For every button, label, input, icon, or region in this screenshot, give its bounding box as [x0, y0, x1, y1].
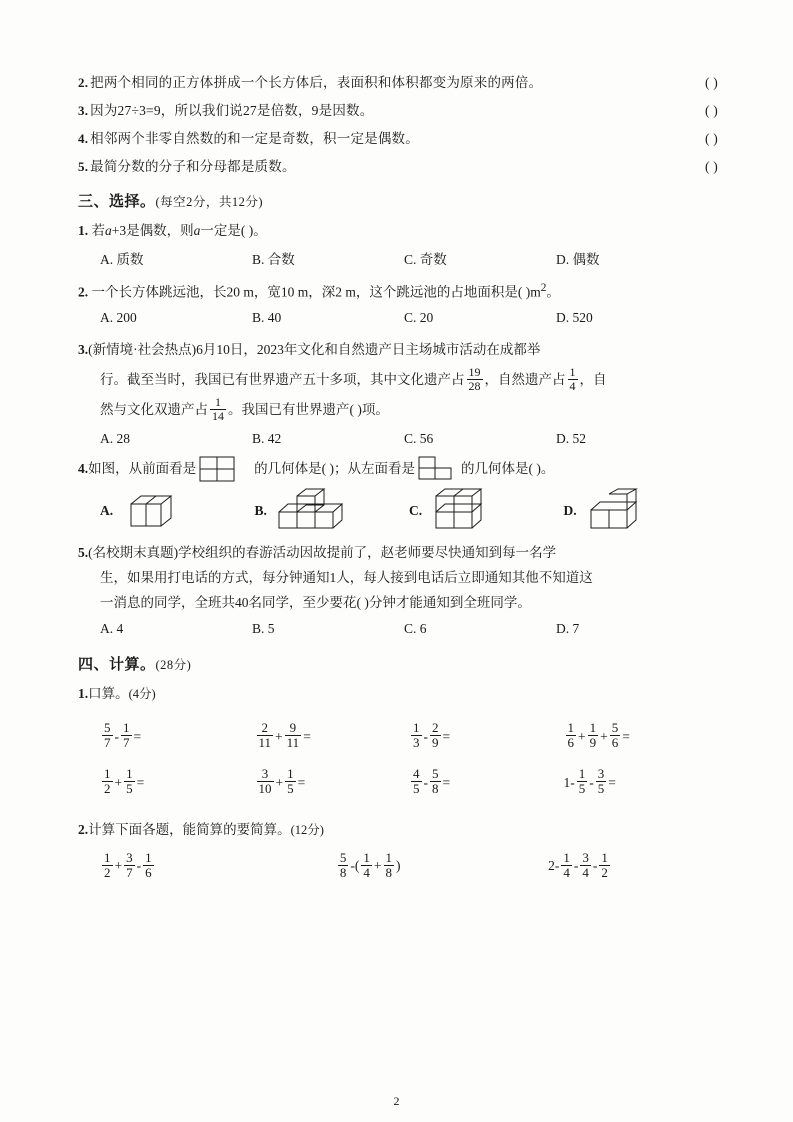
- choice-question-5: [78, 540, 718, 615]
- option-c[interactable]: C. 奇数: [404, 252, 447, 267]
- fraction-1-14: $\frac{1}{14}$: [212, 394, 224, 423]
- operator: -: [114, 728, 119, 744]
- fraction-3-4: $\frac{3}{4}$: [582, 849, 589, 880]
- choice-question-4: [78, 456, 718, 482]
- section-four-title: 四、计算。: [78, 656, 156, 673]
- operator: +: [373, 857, 382, 873]
- q5-line3: 一消息的同学，全班共40名同学，至少要花( )分钟才能通知到全班同学。: [100, 594, 531, 610]
- option-a-label: A.: [100, 502, 114, 518]
- true-false-item: [78, 156, 718, 177]
- equals: =: [303, 728, 311, 744]
- fraction-3-5: $\frac{3}{5}$: [597, 765, 605, 796]
- expression: [564, 714, 719, 760]
- expression-cell: [336, 849, 548, 882]
- expression-cell: [100, 714, 255, 760]
- expression: [409, 714, 564, 760]
- item-number: 5.: [78, 159, 89, 174]
- option-d[interactable]: D. 7: [556, 620, 580, 636]
- operator: -: [136, 857, 142, 873]
- expression: [100, 714, 255, 760]
- item-text: 相邻两个非零自然数的和一定是奇数，积一定是偶数。: [90, 131, 419, 146]
- true-false-item: [78, 100, 718, 121]
- option-d[interactable]: D. 52: [556, 430, 586, 446]
- q1-title: 口算。: [88, 685, 129, 701]
- item-number: 5.: [78, 544, 89, 560]
- option-b-label: B.: [254, 502, 267, 518]
- expression-cell: [564, 714, 719, 760]
- option-b[interactable]: B. 40: [252, 309, 282, 325]
- equals: =: [442, 728, 451, 744]
- q3-line2-end: ，自: [579, 371, 607, 387]
- equals: =: [442, 774, 451, 790]
- q5-tag: (名校期末真题): [88, 544, 179, 560]
- fraction-1-4: $\frac{1}{4}$: [569, 364, 576, 393]
- q2-title: 计算下面各题，能简算的要简算。: [88, 821, 291, 837]
- fraction-1-6: $\frac{1}{6}$: [567, 719, 574, 750]
- q3-line2: [100, 365, 718, 395]
- q1-text-e: 一定是( )。: [200, 223, 267, 238]
- q2-score: (12分): [290, 822, 324, 837]
- option-a[interactable]: A. 28: [100, 430, 130, 446]
- option-d[interactable]: D. 520: [556, 309, 593, 325]
- item-number: 3.: [78, 341, 89, 357]
- expression: [409, 760, 564, 806]
- q3-line3-end: 。我国已有世界遗产( )项。: [228, 401, 389, 417]
- fraction-3-7: $\frac{3}{7}$: [126, 849, 133, 880]
- fraction-1-2: $\frac{1}{2}$: [601, 849, 608, 880]
- q2-text: 一个长方体跳远池，长20 m，宽10 m，深2 m，这个跳远池的占地面积是( )m: [91, 284, 541, 300]
- solid-c-icon: [426, 488, 510, 534]
- fraction-1-3: $\frac{1}{3}$: [413, 719, 420, 750]
- answer-blank[interactable]: ( ): [705, 75, 718, 90]
- item-number: 1.: [78, 685, 89, 701]
- option-a[interactable]: [100, 488, 255, 534]
- q2-tail: 。: [546, 284, 560, 300]
- q1-text-c: +3是偶数，则: [111, 223, 194, 238]
- fraction-1-4: $\frac{1}{4}$: [563, 849, 570, 880]
- written-calc-row: [100, 849, 718, 882]
- answer-blank[interactable]: ( ): [705, 131, 718, 146]
- option-c[interactable]: C. 6: [404, 620, 427, 636]
- q4-pre: 如图，从前面看是: [88, 461, 197, 476]
- item-number: 2.: [78, 821, 89, 837]
- solid-d-icon: [581, 488, 661, 534]
- operator: -: [573, 857, 579, 873]
- fraction-1-7: $\frac{1}{7}$: [123, 719, 130, 750]
- q3-line3: [100, 395, 718, 425]
- item-text: 因为27÷3=9，所以我们说27是倍数，9是因数。: [90, 103, 374, 118]
- equals: =: [136, 774, 145, 790]
- fraction-5-8: $\frac{5}{8}$: [339, 849, 347, 880]
- item-number: 4.: [78, 131, 89, 146]
- expression-cell: [409, 760, 564, 806]
- left-view-shape-icon: [418, 456, 458, 482]
- front-view-shape-icon: [199, 456, 251, 482]
- operator: -: [589, 774, 594, 790]
- q1-options: [100, 248, 718, 268]
- calc-question-2: [78, 818, 718, 842]
- q4-mid: 的几何体是( )；从左面看是: [254, 461, 415, 476]
- option-c[interactable]: C. 56: [404, 430, 434, 446]
- equals: =: [297, 774, 306, 790]
- true-false-item: [78, 72, 718, 93]
- expression-cell: [548, 849, 718, 882]
- q3-tag: (新情境·社会热点): [88, 341, 197, 357]
- q1-var-a: a: [105, 223, 112, 238]
- item-number: 2.: [78, 75, 89, 90]
- section-four-heading: [78, 653, 718, 674]
- fraction-4-5: $\frac{4}{5}$: [413, 765, 420, 796]
- fraction-1-5: $\frac{1}{5}$: [287, 765, 294, 796]
- expression: [255, 714, 410, 760]
- expression: [100, 760, 255, 806]
- item-number: 2.: [78, 284, 89, 300]
- operator: -: [423, 728, 428, 744]
- operand: 2-: [548, 857, 560, 873]
- option-b[interactable]: [255, 488, 410, 534]
- operator: +: [275, 774, 284, 790]
- equals: =: [133, 728, 142, 744]
- fraction-1-8: $\frac{1}{8}$: [385, 849, 392, 880]
- solid-a-icon: [117, 488, 197, 534]
- expression-cell: [255, 714, 410, 760]
- fraction-1-2: $\frac{1}{2}$: [104, 849, 111, 880]
- solid-b-icon: [271, 488, 361, 534]
- page-number: 2: [393, 1094, 400, 1108]
- expression-cell: [409, 714, 564, 760]
- q2-options: [100, 310, 718, 326]
- oral-calc-row-2: [100, 760, 718, 806]
- choice-question-2: [78, 277, 718, 304]
- fraction-5-6: $\frac{5}{6}$: [611, 719, 619, 750]
- fraction-1-6: $\frac{1}{6}$: [145, 849, 152, 880]
- equals: =: [608, 774, 616, 790]
- answer-blank[interactable]: ( ): [705, 103, 718, 118]
- item-number: 3.: [78, 103, 89, 118]
- option-b[interactable]: B. 42: [252, 430, 282, 446]
- item-text: 最简分数的分子和分母都是质数。: [90, 159, 296, 174]
- equals: =: [622, 728, 630, 744]
- fraction-1-5: $\frac{1}{5}$: [126, 765, 133, 796]
- fraction-1-4: $\frac{1}{4}$: [363, 849, 370, 880]
- answer-blank[interactable]: ( ): [705, 159, 718, 174]
- option-c[interactable]: [409, 488, 564, 534]
- option-a[interactable]: A. 200: [100, 309, 137, 325]
- expression-cell: [255, 760, 410, 806]
- expression: [564, 760, 719, 806]
- section-four-subtitle: (28分): [155, 657, 192, 672]
- operator: -(: [350, 857, 360, 873]
- fraction-2-11: $\frac{2}{11}$: [258, 719, 272, 750]
- item-text: 把两个相同的正方体拼成一个长方体后，表面积和体积都变为原来的两倍。: [90, 75, 543, 90]
- option-b[interactable]: B. 合数: [252, 252, 295, 267]
- option-d-label: D.: [563, 502, 577, 518]
- expression-cell: [100, 849, 336, 882]
- fraction-1-9: $\frac{1}{9}$: [589, 719, 597, 750]
- fraction-5-8: $\frac{5}{8}$: [432, 765, 439, 796]
- section-three-title: 三、选择。: [78, 194, 156, 210]
- item-number: 1.: [78, 223, 89, 238]
- calc-question-1: [78, 682, 718, 706]
- operator: -: [592, 857, 598, 873]
- operator: +: [114, 774, 123, 790]
- section-three-heading: [78, 190, 718, 211]
- operand: 1-: [563, 774, 575, 790]
- true-false-item: [78, 128, 718, 149]
- choice-question-1: [78, 219, 718, 242]
- true-false-section: [78, 72, 718, 177]
- option-c[interactable]: C. 20: [404, 309, 434, 325]
- q5-options: [100, 621, 718, 637]
- q3-line1: 6月10日，2023年文化和自然遗产日主场城市活动在成都举: [196, 341, 541, 357]
- fraction-5-7: $\frac{5}{7}$: [104, 719, 111, 750]
- operator: -: [423, 774, 428, 790]
- operator: ): [396, 857, 401, 873]
- choice-question-3: [78, 335, 718, 425]
- q4-options: [100, 488, 718, 534]
- option-c-label: C.: [409, 502, 423, 518]
- option-d[interactable]: D. 偶数: [556, 252, 600, 267]
- option-a[interactable]: A. 质数: [100, 252, 144, 267]
- q3-line2-mid: ，自然遗产占: [484, 371, 566, 387]
- option-d[interactable]: [564, 488, 719, 534]
- option-a[interactable]: A. 4: [100, 620, 124, 636]
- fraction-19-28: $\frac{19}{28}$: [468, 364, 481, 393]
- item-number: 4.: [78, 461, 89, 476]
- fraction-1-5: $\frac{1}{5}$: [578, 765, 586, 796]
- q1-score: (4分): [128, 686, 156, 701]
- oral-calc-row-1: [100, 714, 718, 760]
- q1-text-a: 若: [91, 223, 105, 238]
- q4-mid2: 的几何体是( )。: [461, 461, 555, 476]
- q3-line2-pre: 行。截至当时，我国已有世界遗产五十多项，其中文化遗产占: [100, 371, 465, 387]
- section-three-subtitle: (每空2分，共12分): [155, 195, 264, 209]
- expression: [255, 760, 410, 806]
- fraction-9-11: $\frac{9}{11}$: [286, 719, 300, 750]
- fraction-3-10: $\frac{3}{10}$: [258, 765, 272, 796]
- q1-var-b: a: [193, 223, 201, 238]
- q2-superscript: 2: [540, 282, 547, 294]
- operator: +: [600, 728, 608, 744]
- operator: +: [275, 728, 283, 744]
- q5-line2: 生，如果用打电话的方式，每分钟通知1人，每人接到电话后立即通知其他不知道这: [100, 569, 593, 585]
- operator: +: [114, 857, 123, 873]
- q3-options: [100, 431, 718, 447]
- q5-line1: 学校组织的春游活动因故提前了，赵老师要尽快通知到每一名学: [178, 544, 557, 560]
- expression-cell: [564, 760, 719, 806]
- q3-line3-pre: 然与文化双遗产占: [100, 401, 208, 417]
- fraction-1-2: $\frac{1}{2}$: [104, 765, 111, 796]
- expression-cell: [100, 760, 255, 806]
- operator: +: [578, 728, 586, 744]
- fraction-2-9: $\frac{2}{9}$: [432, 719, 439, 750]
- option-b[interactable]: B. 5: [252, 620, 275, 636]
